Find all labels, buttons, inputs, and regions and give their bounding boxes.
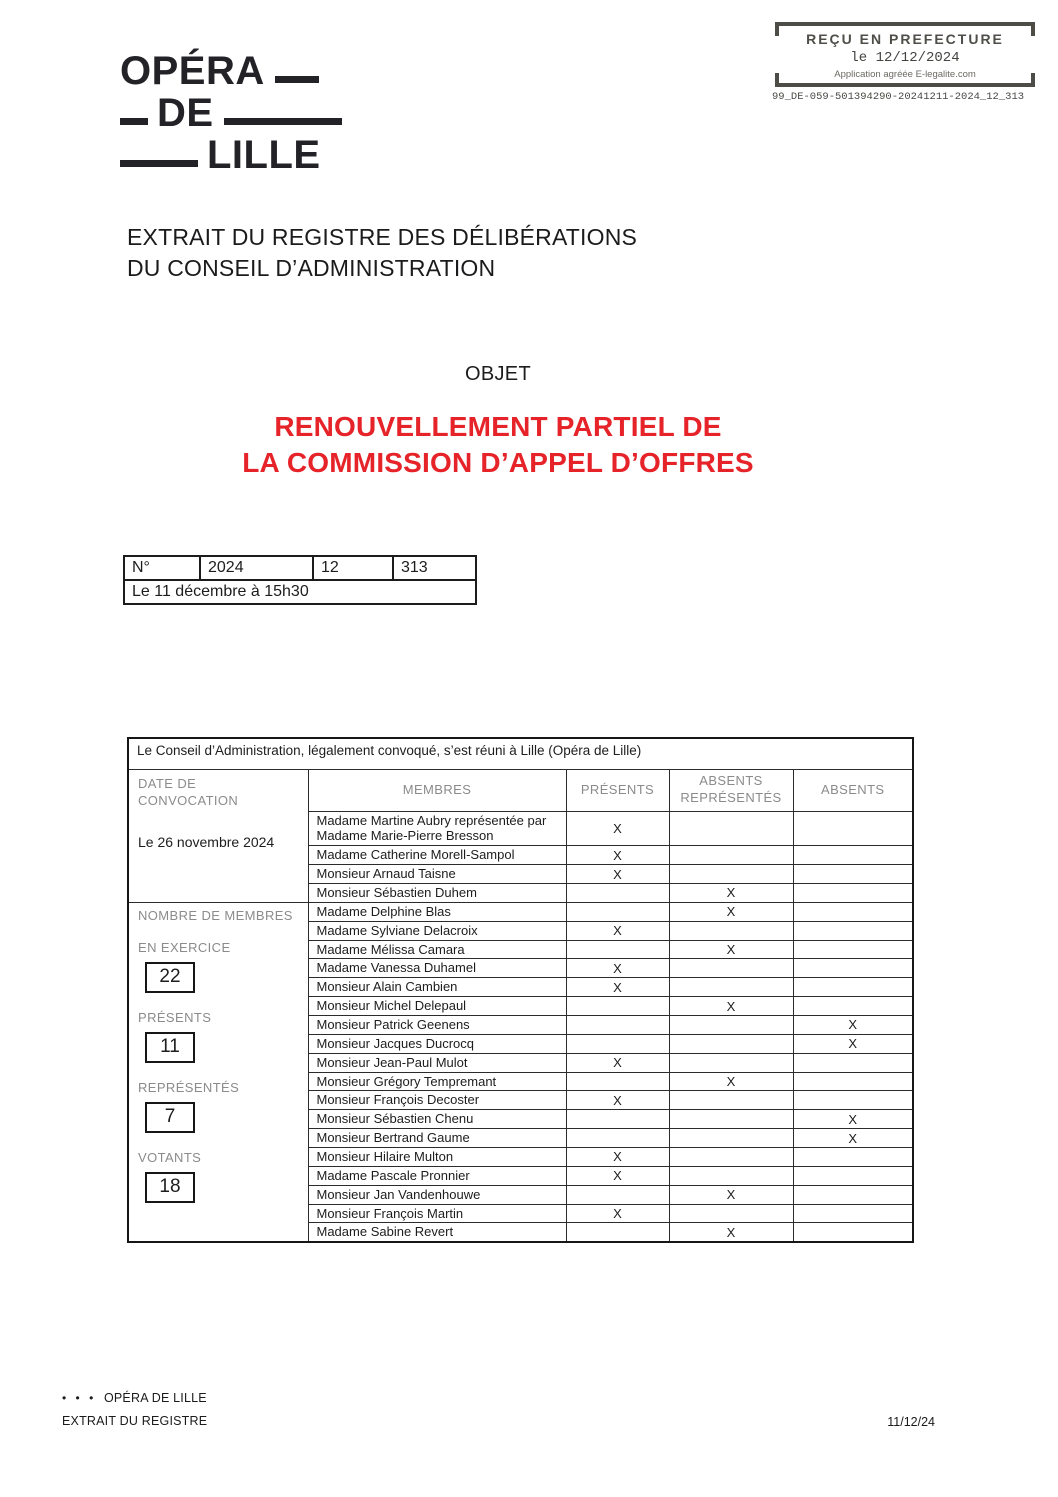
members-count-cell: [128, 902, 308, 1242]
stat-label-representes: REPRÉSENTÉS: [138, 1079, 240, 1095]
member-name: Monsieur Patrick Geenens: [308, 1015, 566, 1034]
absent-mark: [793, 1053, 913, 1072]
absent-mark: [793, 959, 913, 978]
prefecture-stamp: [772, 22, 1035, 103]
logo-bar: [120, 160, 198, 167]
member-name: Monsieur Jan Vandenhouwe: [308, 1185, 566, 1204]
present-mark: [566, 997, 669, 1016]
absent-represente-mark: [669, 1091, 793, 1110]
absent-mark: [793, 846, 913, 865]
intro-row: [128, 738, 913, 769]
member-name: Monsieur Jean-Paul Mulot: [308, 1053, 566, 1072]
present-mark: X: [566, 865, 669, 884]
date-convocation-cell: [128, 769, 308, 902]
stat-value-representes: 7: [145, 1102, 195, 1133]
absent-mark: [793, 1185, 913, 1204]
member-name: Monsieur Bertrand Gaume: [308, 1129, 566, 1148]
absent-mark: [793, 1204, 913, 1223]
stamp-title: REÇU EN PREFECTURE: [806, 31, 1004, 47]
member-name: Monsieur Grégory Tempremant: [308, 1072, 566, 1091]
logo-row-1: [120, 50, 342, 91]
stat-label-votants: VOTANTS: [138, 1149, 202, 1165]
convocation-date: Le 26 novembre 2024: [138, 833, 275, 850]
absent-mark: X: [793, 1129, 913, 1148]
absent-mark: [793, 1166, 913, 1185]
present-mark: X: [566, 921, 669, 940]
present-mark: [566, 1015, 669, 1034]
absent-represente-mark: [669, 865, 793, 884]
absent-mark: [793, 1147, 913, 1166]
stat-label-nombre: NOMBRE DE MEMBRES: [138, 907, 293, 923]
reference-number-table: [123, 555, 477, 605]
absent-represente-mark: [669, 1053, 793, 1072]
absent-mark: [793, 940, 913, 959]
stat-label-presents: PRÉSENTS: [138, 1009, 212, 1025]
absent-mark: X: [793, 1015, 913, 1034]
absent-represente-mark: X: [669, 1072, 793, 1091]
logo-bar: [275, 76, 319, 83]
absent-represente-mark: [669, 811, 793, 846]
stamp-reference-code: 99_DE-059-501394290-20241211-2024_12_313: [772, 91, 1025, 103]
absent-mark: X: [793, 1110, 913, 1129]
deliberation-subject: [127, 409, 869, 480]
absent-mark: [793, 865, 913, 884]
logo-row-2: [120, 92, 342, 133]
absent-represente-mark: [669, 959, 793, 978]
stat-label-en-exercice: EN EXERCICE: [138, 939, 231, 955]
present-mark: X: [566, 1053, 669, 1072]
absent-mark: [793, 1223, 913, 1242]
logo-bar: [120, 118, 148, 125]
stat-value-votants: 18: [145, 1172, 195, 1203]
subject-line-1: RENOUVELLEMENT PARTIEL DE: [274, 411, 722, 442]
present-mark: X: [566, 978, 669, 997]
footer-date: 11/12/24: [887, 1415, 935, 1429]
absent-represente-mark: [669, 1147, 793, 1166]
absent-represente-mark: [669, 978, 793, 997]
logo-row-3: [120, 134, 342, 175]
table-intro: Le Conseil d’Administration, légalement convoqué, s’est réuni à Lille (Opéra de Lille): [128, 738, 913, 769]
member-name: Monsieur Sébastien Chenu: [308, 1110, 566, 1129]
table-row: [124, 580, 476, 604]
stat-value-en-exercice: 22: [145, 962, 195, 993]
member-name: Madame Catherine Morell-Sampol: [308, 846, 566, 865]
ref-number: 313: [393, 556, 476, 580]
present-mark: [566, 1129, 669, 1148]
absent-represente-mark: [669, 846, 793, 865]
absent-represente-mark: [669, 1204, 793, 1223]
absent-represente-mark: [669, 1129, 793, 1148]
footer-org: OPÉRA DE LILLE: [103, 1391, 207, 1405]
present-mark: [566, 1034, 669, 1053]
ref-month: 12: [313, 556, 393, 580]
absent-represente-mark: [669, 921, 793, 940]
absent-mark: [793, 902, 913, 921]
absent-represente-mark: X: [669, 997, 793, 1016]
prefecture-stamp-box: [775, 22, 1035, 87]
absent-represente-mark: [669, 1110, 793, 1129]
stamp-app-note: Application agréée E-legalite.com: [834, 69, 976, 80]
stamp-border-left: [775, 26, 779, 83]
member-name: Monsieur François Martin: [308, 1204, 566, 1223]
logo-word-lille: LILLE: [207, 133, 321, 177]
member-name: Monsieur Sébastien Duhem: [308, 883, 566, 902]
objet-label: OBJET: [465, 363, 531, 385]
absent-mark: [793, 921, 913, 940]
absent-mark: [793, 811, 913, 846]
document-title-line-1: EXTRAIT DU REGISTRE DES DÉLIBÉRATIONS: [127, 224, 638, 250]
document-title-line-2: DU CONSEIL D’ADMINISTRATION: [127, 254, 496, 281]
absent-mark: [793, 1072, 913, 1091]
present-mark: [566, 1110, 669, 1129]
member-name: Madame Mélissa Camara: [308, 940, 566, 959]
column-header-date-convocation: DATE DE CONVOCATION: [138, 775, 239, 809]
objet-section: [127, 363, 869, 480]
logo-word-opera: OPÉRA: [120, 49, 265, 93]
member-name: Madame Vanessa Duhamel: [308, 959, 566, 978]
column-header-absents-representes: ABSENTS REPRÉSENTÉS: [669, 769, 793, 811]
absent-represente-mark: X: [669, 902, 793, 921]
stamp-date: le 12/12/2024: [850, 50, 960, 66]
member-name: Monsieur Michel Delepaul: [308, 997, 566, 1016]
absent-represente-mark: [669, 1166, 793, 1185]
present-mark: [566, 902, 669, 921]
absent-represente-mark: X: [669, 940, 793, 959]
absent-represente-mark: X: [669, 1185, 793, 1204]
member-name: Monsieur Arnaud Taisne: [308, 865, 566, 884]
present-mark: [566, 883, 669, 902]
present-mark: X: [566, 811, 669, 846]
logo-bar: [224, 118, 342, 125]
present-mark: [566, 1185, 669, 1204]
present-mark: X: [566, 1204, 669, 1223]
absent-mark: [793, 883, 913, 902]
page-footer: [62, 1391, 207, 1428]
ref-num-label: N°: [124, 556, 200, 580]
stat-value-presents: 11: [145, 1032, 195, 1063]
absent-mark: [793, 1091, 913, 1110]
present-mark: [566, 1223, 669, 1242]
subject-line-2: LA COMMISSION D’APPEL D’OFFRES: [242, 446, 754, 478]
member-name: Monsieur Alain Cambien: [308, 978, 566, 997]
present-mark: X: [566, 1091, 669, 1110]
present-mark: X: [566, 846, 669, 865]
table-row: [128, 902, 913, 921]
present-mark: X: [566, 1166, 669, 1185]
present-mark: X: [566, 1147, 669, 1166]
absent-represente-mark: X: [669, 1223, 793, 1242]
absent-represente-mark: [669, 1034, 793, 1053]
member-name: Madame Delphine Blas: [308, 902, 566, 921]
member-name: Monsieur François Decoster: [308, 1091, 566, 1110]
present-mark: [566, 940, 669, 959]
attendance-table: [127, 737, 914, 1243]
member-name: Monsieur Jacques Ducrocq: [308, 1034, 566, 1053]
column-header-membres: MEMBRES: [308, 769, 566, 811]
ref-year: 2024: [200, 556, 313, 580]
header-row: [128, 769, 913, 811]
document-title: [127, 222, 637, 284]
session-date: Le 11 décembre à 15h30: [124, 580, 476, 604]
absent-represente-mark: [669, 1015, 793, 1034]
absent-mark: [793, 997, 913, 1016]
footer-doc-type: EXTRAIT DU REGISTRE: [62, 1414, 208, 1428]
absent-represente-mark: X: [669, 883, 793, 902]
present-mark: [566, 1072, 669, 1091]
member-name: Madame Pascale Pronnier: [308, 1166, 566, 1185]
opera-de-lille-logo: [120, 50, 342, 176]
member-name: Madame Sylviane Delacroix: [308, 921, 566, 940]
absent-mark: X: [793, 1034, 913, 1053]
footer-org-line: [62, 1391, 207, 1405]
member-name: Monsieur Hilaire Multon: [308, 1147, 566, 1166]
column-header-presents: PRÉSENTS: [566, 769, 669, 811]
present-mark: X: [566, 959, 669, 978]
member-name: Madame Sabine Revert: [308, 1223, 566, 1242]
logo-word-de: DE: [157, 91, 214, 135]
column-header-absents: ABSENTS: [793, 769, 913, 811]
stamp-border-right: [1031, 26, 1035, 83]
table-row: [124, 556, 476, 580]
absent-mark: [793, 978, 913, 997]
footer-bullets: • • •: [62, 1391, 97, 1405]
member-name: Madame Martine Aubry représentée par Madame Marie-Pierre Bresson: [308, 811, 566, 846]
